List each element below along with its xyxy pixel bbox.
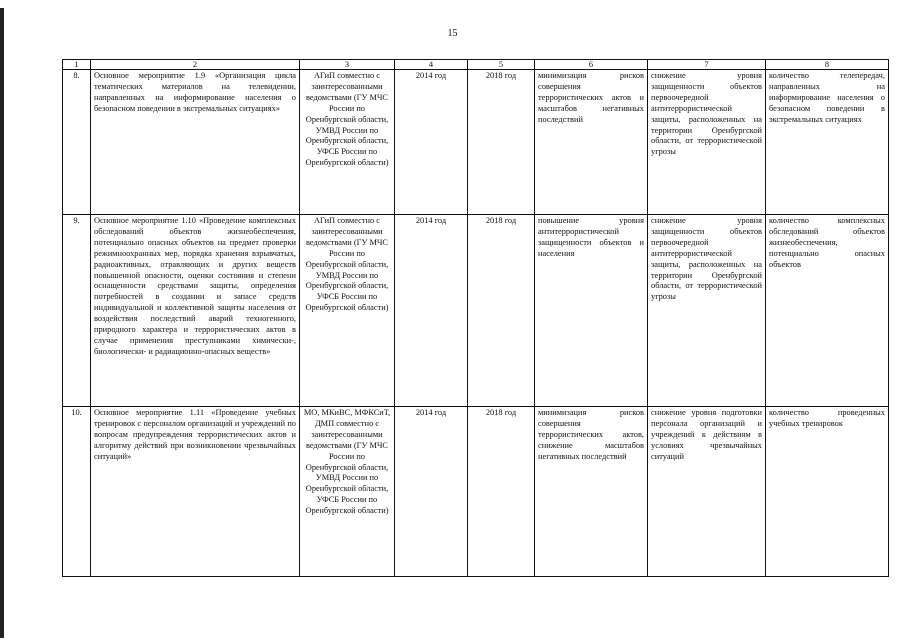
end-year-cell: 2018 год [468, 407, 535, 577]
row-number: 10. [63, 407, 91, 577]
executor-cell: АГиП совместно с заинтересованными ведомствами (ГУ МЧС России по Оренбургской области, УМВД России по Оренбургской области, УФСБ России по Оренбургской области) [300, 215, 395, 407]
header-col-6: 6 [535, 60, 648, 70]
indicator-cell: снижение уровня защищенности объектов первоочередной антитеррористической защиты, расположенных на территории Оренбургской области, от террористической угрозы [648, 70, 766, 215]
start-year-cell: 2014 год [395, 407, 468, 577]
activities-table [62, 59, 889, 577]
table-row [63, 407, 889, 577]
header-col-8: 8 [766, 60, 889, 70]
start-year-cell: 2014 год [395, 70, 468, 215]
result-cell: минимизация рисков совершения террористических актов, снижение масштабов негативных последствий [535, 407, 648, 577]
activity-cell: Основное мероприятие 1.10 «Проведение комплексных обследований объектов жизнеобеспечения, потенциально опасных объектов на предмет проверки режимноохранных мер, порядка хранения взрывчатых, радиоактивных, отравляющих и других веществ повышенной опасности, оценки состояния и степени оснащенности средствами защиты, определения потребностей в создании и запасе средств индивидуальной и коллективной защиты населения от воздействия последствий аварий техногенного, природного характера и террористических актов в случае применения преступниками химически-, биологически- и радиационно-опасных веществ» [91, 215, 300, 407]
header-col-7: 7 [648, 60, 766, 70]
end-year-cell: 2018 год [468, 70, 535, 215]
row-number: 8. [63, 70, 91, 215]
measure-cell: количество комплексных обследований объектов жизнеобеспечения, потенциально опасных объектов [766, 215, 889, 407]
executor-cell: АГиП совместно с заинтересованными ведомствами (ГУ МЧС России по Оренбургской области, УМВД России по Оренбургской области, УФСБ России по Оренбургской области) [300, 70, 395, 215]
indicator-cell: снижение уровня защищенности объектов первоочередной антитеррористической защиты, расположенных на территории Оренбургской области, от террористической угрозы [648, 215, 766, 407]
measure-cell: количество телепередач, направленных на информирование населения о безопасном поведении в экстремальных ситуациях [766, 70, 889, 215]
result-cell: повышение уровня антитеррористической защищенности объектов и населения [535, 215, 648, 407]
result-cell: минимизация рисков совершения террористических актов и масштабов негативных последствий [535, 70, 648, 215]
header-col-4: 4 [395, 60, 468, 70]
table-row [63, 70, 889, 215]
measure-cell: количество проведенных учебных тренировок [766, 407, 889, 577]
header-col-5: 5 [468, 60, 535, 70]
table-row [63, 215, 889, 407]
end-year-cell: 2018 год [468, 215, 535, 407]
header-col-1: 1 [63, 60, 91, 70]
start-year-cell: 2014 год [395, 215, 468, 407]
scan-edge-bar [0, 8, 4, 638]
row-number: 9. [63, 215, 91, 407]
header-col-3: 3 [300, 60, 395, 70]
indicator-cell: снижение уровня подготовки персонала организаций и учреждений к действиям в условиях чрезвычайных ситуаций [648, 407, 766, 577]
executor-cell: МО, МКиВС, МФКСиТ, ДМП совместно с заинтересованными ведомствами (ГУ МЧС России по Оренбургской области, УМВД России по Оренбургской области, УФСБ России по Оренбургской области) [300, 407, 395, 577]
page-number: 15 [447, 28, 458, 39]
header-col-2: 2 [91, 60, 300, 70]
header-row [63, 60, 889, 70]
activity-cell: Основное мероприятие 1.11 «Проведение учебных тренировок с персоналом организаций и учреждений по вопросам предупреждения террористических актов и алгоритму действий при возникновении чрезвычайных ситуаций» [91, 407, 300, 577]
activity-cell: Основное мероприятие 1.9 «Организация цикла тематических материалов на телевидении, направленных на информирование населения о безопасном поведении в экстремальных ситуациях» [91, 70, 300, 215]
